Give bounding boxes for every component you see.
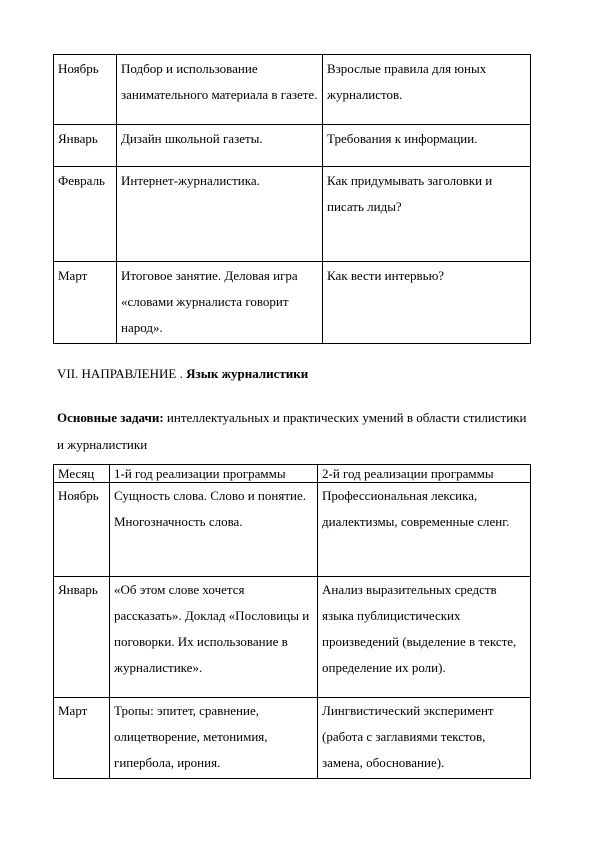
header-year2: 2-й год реализации программы xyxy=(318,465,531,483)
extra-cell: Как придумывать заголовки и писать лиды? xyxy=(323,167,531,262)
table-header-row xyxy=(54,465,531,483)
section-heading xyxy=(57,366,308,382)
table-row xyxy=(54,55,531,125)
month-cell: Ноябрь xyxy=(54,483,110,577)
topic-cell: Итоговое занятие. Деловая игра «словами журналиста говорит народ». xyxy=(117,262,323,344)
tasks-text: интеллектуальных и практических умений в области стилистики и журналистики xyxy=(57,410,527,452)
month-cell: Январь xyxy=(54,577,110,698)
year2-cell: Анализ выразительных средств языка публицистических произведений (выделение в тексте, определение их роли). xyxy=(318,577,531,698)
extra-cell: Требования к информации. xyxy=(323,125,531,167)
year2-cell: Профессиональная лексика, диалектизмы, современные сленг. xyxy=(318,483,531,577)
year2-cell: Лингвистический эксперимент (работа с заглавиями текстов, замена, обоснование). xyxy=(318,698,531,779)
year1-cell: Тропы: эпитет, сравнение, олицетворение, метонимия, гипербола, ирония. xyxy=(110,698,318,779)
month-cell: Январь xyxy=(54,125,117,167)
month-cell: Февраль xyxy=(54,167,117,262)
tasks-label: Основные задачи: xyxy=(57,410,164,425)
header-year1: 1-й год реализации программы xyxy=(110,465,318,483)
topic-cell: Дизайн школьной газеты. xyxy=(117,125,323,167)
month-cell: Март xyxy=(54,262,117,344)
year1-cell: «Об этом слове хочется рассказать». Доклад «Пословицы и поговорки. Их использование в журналистике». xyxy=(110,577,318,698)
header-month: Месяц xyxy=(54,465,110,483)
extra-cell: Взрослые правила для юных журналистов. xyxy=(323,55,531,125)
table-row xyxy=(54,167,531,262)
topic-cell: Интернет-журналистика. xyxy=(117,167,323,262)
table-row xyxy=(54,577,531,698)
year1-cell: Сущность слова. Слово и понятие. Многозначность слова. xyxy=(110,483,318,577)
topic-cell: Подбор и использование занимательного материала в газете. xyxy=(117,55,323,125)
section-prefix: VII. НАПРАВЛЕНИЕ . xyxy=(57,366,187,381)
tasks-paragraph xyxy=(57,404,527,458)
section-title: Язык журналистики xyxy=(186,366,309,381)
schedule-table-2 xyxy=(53,464,531,779)
month-cell: Ноябрь xyxy=(54,55,117,125)
extra-cell: Как вести интервью? xyxy=(323,262,531,344)
table-row xyxy=(54,483,531,577)
table-row xyxy=(54,125,531,167)
month-cell: Март xyxy=(54,698,110,779)
schedule-table-1 xyxy=(53,54,531,344)
table-row xyxy=(54,698,531,779)
table-row xyxy=(54,262,531,344)
